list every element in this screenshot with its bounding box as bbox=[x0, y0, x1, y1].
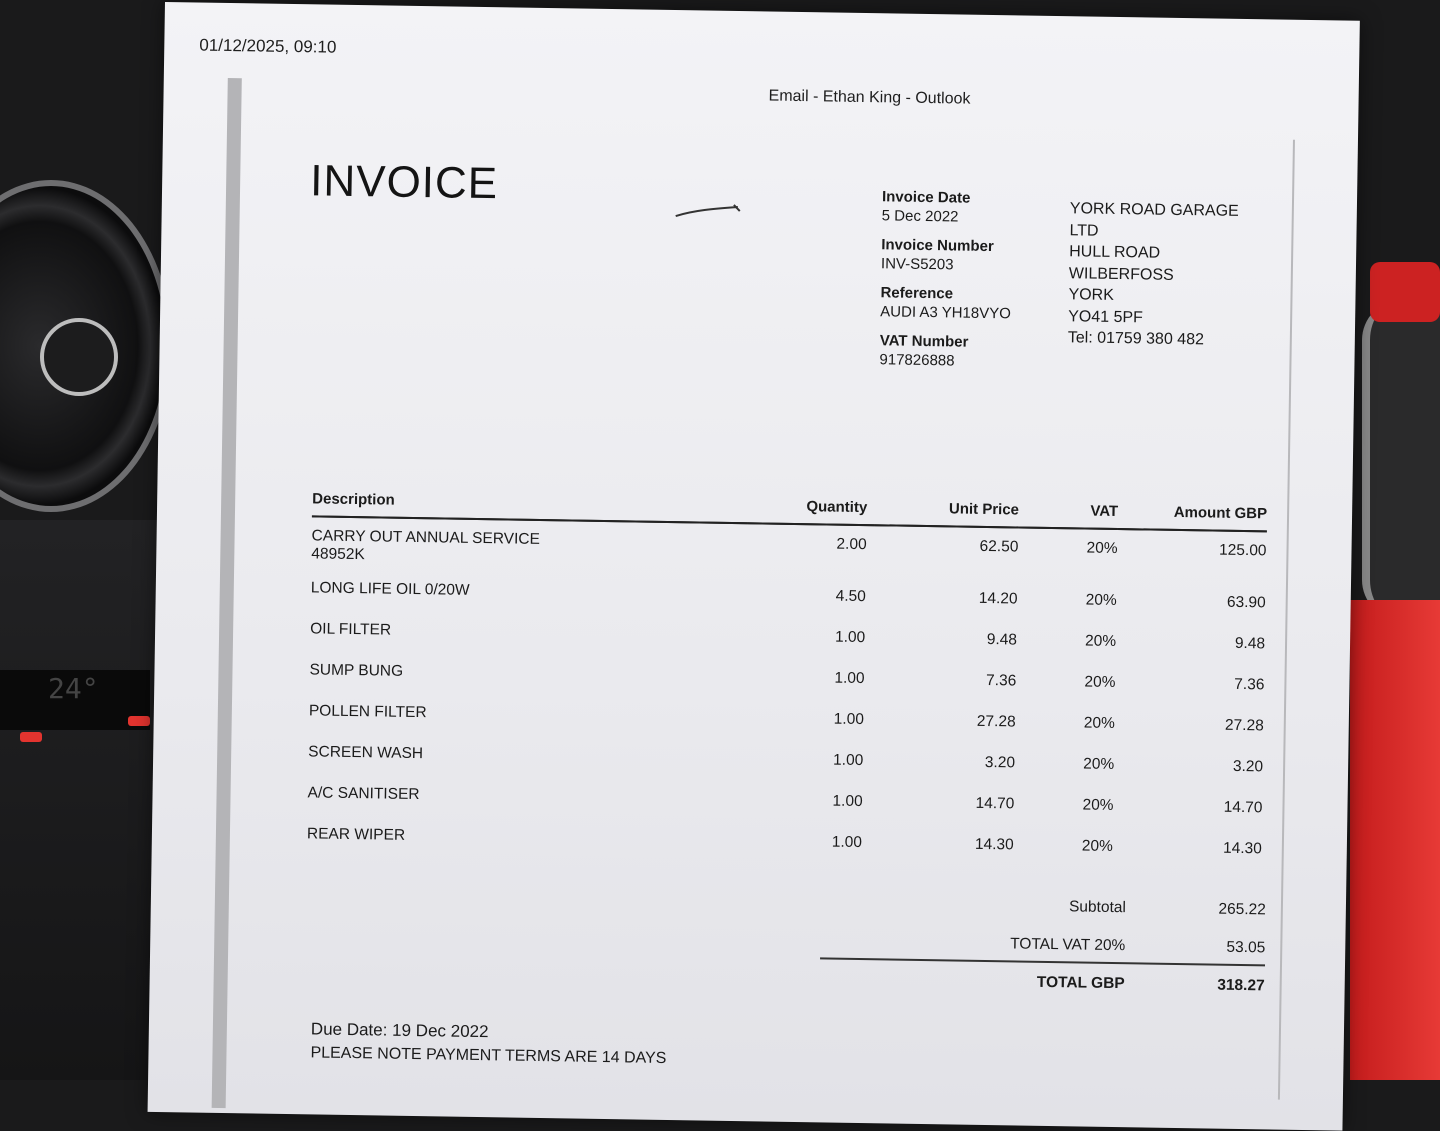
header-description: Description bbox=[312, 490, 748, 523]
row-amount: 7.36 bbox=[1234, 675, 1265, 694]
totals-block bbox=[819, 894, 1266, 1015]
vent-knob bbox=[40, 318, 118, 396]
row-amount: 3.20 bbox=[1232, 757, 1264, 776]
print-timestamp: 01/12/2025, 09:10 bbox=[199, 35, 337, 57]
page-margin-bar bbox=[212, 78, 242, 1108]
row-quantity: 1.00 bbox=[832, 792, 863, 811]
row-unit-price: 3.20 bbox=[984, 753, 1016, 772]
invoice-paper bbox=[148, 2, 1360, 1131]
payment-terms: PLEASE NOTE PAYMENT TERMS ARE 14 DAYS bbox=[310, 1044, 667, 1068]
due-date: Due Date: 19 Dec 2022 bbox=[310, 1019, 489, 1042]
row-quantity: 4.50 bbox=[835, 587, 866, 606]
steering-wheel bbox=[1362, 300, 1440, 620]
row-description: A/C SANITISER bbox=[307, 784, 420, 804]
red-trim-top bbox=[1370, 262, 1440, 322]
supplier-address-line: WILBERFOSS bbox=[1068, 264, 1174, 284]
invoice-date-group bbox=[882, 187, 1013, 227]
row-description-sub: 48952K bbox=[311, 545, 365, 564]
vat-number-value: 917826888 bbox=[879, 351, 955, 370]
row-vat: 20% bbox=[1083, 755, 1115, 774]
subtotal-value: 265.22 bbox=[1218, 900, 1267, 919]
row-description: SCREEN WASH bbox=[308, 743, 424, 763]
supplier-city: YORK bbox=[1068, 286, 1114, 304]
invoice-meta bbox=[879, 187, 1013, 381]
row-unit-price: 9.48 bbox=[986, 630, 1018, 649]
row-amount: 14.70 bbox=[1223, 798, 1263, 817]
row-vat: 20% bbox=[1085, 591, 1117, 610]
reference-label: Reference bbox=[880, 284, 954, 303]
supplier-address-line: HULL ROAD bbox=[1069, 243, 1161, 262]
grand-total-label: TOTAL GBP bbox=[1036, 973, 1125, 993]
dashboard-clock: 24° bbox=[48, 672, 99, 705]
invoice-heading: INVOICE bbox=[309, 156, 499, 209]
row-unit-price: 14.30 bbox=[974, 835, 1014, 854]
red-seat-trim bbox=[1350, 600, 1440, 1080]
vat-number-group bbox=[879, 331, 1010, 371]
invoice-number-group bbox=[881, 235, 1012, 275]
supplier-address bbox=[1068, 198, 1239, 351]
line-items-table bbox=[306, 490, 1267, 881]
supplier-name-suffix: LTD bbox=[1069, 221, 1099, 240]
row-description: LONG LIFE OIL 0/20W bbox=[310, 579, 470, 599]
row-quantity: 1.00 bbox=[831, 833, 863, 852]
vat-total-label: TOTAL VAT 20% bbox=[1010, 935, 1126, 955]
subtotal-label: Subtotal bbox=[1068, 898, 1127, 917]
row-description: REAR WIPER bbox=[306, 825, 406, 844]
row-vat: 20% bbox=[1084, 673, 1116, 692]
header-quantity: Quantity bbox=[748, 497, 876, 525]
row-amount: 9.48 bbox=[1234, 634, 1266, 653]
header-amount: Amount GBP bbox=[1118, 503, 1267, 531]
row-vat: 20% bbox=[1082, 796, 1114, 814]
row-vat: 20% bbox=[1081, 837, 1114, 855]
row-vat: 20% bbox=[1086, 539, 1118, 558]
pen-mark bbox=[674, 200, 744, 225]
reference-value: AUDI A3 YH18VYO bbox=[880, 303, 1011, 323]
vat-total-value: 53.05 bbox=[1226, 938, 1266, 957]
row-amount: 27.28 bbox=[1224, 716, 1264, 735]
invoice-number-label: Invoice Number bbox=[881, 236, 994, 256]
row-quantity: 1.00 bbox=[834, 628, 866, 647]
row-unit-price: 14.20 bbox=[978, 589, 1018, 608]
supplier-postcode: YO41 5PF bbox=[1068, 307, 1144, 326]
grand-total-value: 318.27 bbox=[1217, 976, 1265, 995]
print-page-title: Email - Ethan King - Outlook bbox=[768, 87, 971, 108]
vat-number-label: VAT Number bbox=[879, 332, 969, 351]
invoice-date-label: Invoice Date bbox=[881, 188, 971, 207]
row-vat: 20% bbox=[1084, 632, 1117, 651]
row-unit-price: 14.70 bbox=[975, 794, 1015, 813]
row-description: SUMP BUNG bbox=[309, 661, 404, 680]
row-description: CARRY OUT ANNUAL SERVICE bbox=[311, 527, 541, 548]
row-description: OIL FILTER bbox=[310, 620, 392, 639]
status-led bbox=[20, 732, 42, 742]
row-amount: 125.00 bbox=[1218, 541, 1267, 560]
supplier-phone: Tel: 01759 380 482 bbox=[1067, 329, 1205, 349]
supplier-name: YORK ROAD GARAGE bbox=[1069, 200, 1239, 220]
row-quantity: 1.00 bbox=[833, 710, 865, 729]
grand-total-row bbox=[819, 970, 1265, 1015]
row-vat: 20% bbox=[1083, 714, 1115, 733]
row-description: POLLEN FILTER bbox=[308, 702, 427, 722]
row-amount: 14.30 bbox=[1222, 839, 1262, 858]
invoice-number-value: INV-S5203 bbox=[880, 255, 954, 274]
page-edge-line bbox=[1278, 140, 1295, 1100]
status-led bbox=[128, 716, 150, 726]
row-quantity: 1.00 bbox=[832, 751, 864, 770]
header-vat: VAT bbox=[1019, 501, 1119, 529]
row-unit-price: 62.50 bbox=[979, 537, 1019, 556]
row-amount: 63.90 bbox=[1226, 593, 1266, 612]
row-quantity: 2.00 bbox=[836, 535, 867, 554]
row-description-cell bbox=[311, 516, 748, 586]
row-unit-price: 7.36 bbox=[985, 671, 1017, 690]
row-unit-price: 27.28 bbox=[976, 712, 1016, 731]
row-quantity: 1.00 bbox=[834, 669, 865, 688]
reference-group bbox=[880, 283, 1011, 323]
header-unit-price: Unit Price bbox=[875, 499, 1019, 527]
invoice-date-value: 5 Dec 2022 bbox=[881, 207, 959, 226]
